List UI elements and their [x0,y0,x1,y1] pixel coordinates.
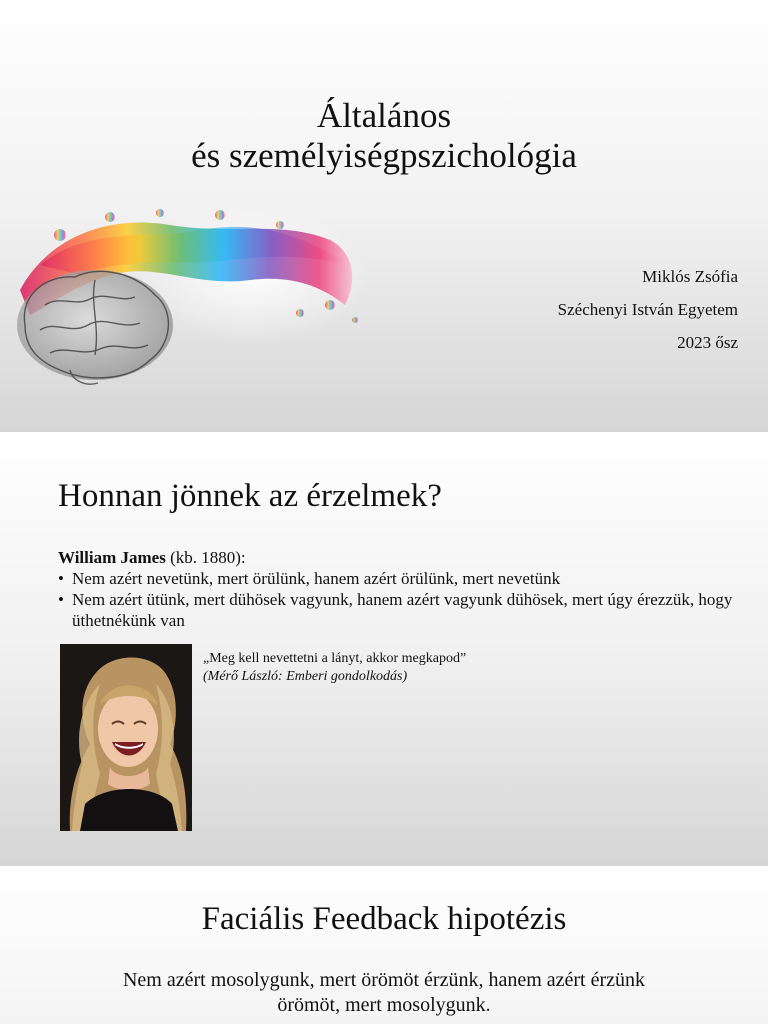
presenter-info [558,260,738,359]
text-line-2: örömöt, mert mosolygunk. [277,994,491,1016]
slide-title: Faciális Feedback hipotézis [201,901,567,937]
slide-title: Honnan jönnek az érzelmek? [58,478,442,514]
title-line-2: és személyiségpszichológia [191,136,577,175]
bullet-item: • Nem azért ütünk, mert dühösek vagyunk, hanem azért vagyunk dühösek, mert úgy érezzük, hogy üthetnékünk van [58,589,738,631]
slide-body [58,547,738,631]
quote-text: „Meg kell nevettetni a lányt, akkor megkapod” [203,651,467,666]
author-reference [58,547,738,568]
bullet-list [58,568,738,631]
text-line-1: Nem azért mosolygunk, mert örömöt érzünk, hanem azért érzünk [122,969,646,991]
author-name: Miklós Zsófia [642,267,738,286]
emotions-origin-slide [0,434,768,866]
laughing-woman-photo [60,644,192,831]
presentation-title [0,96,768,176]
author-name: William James [58,548,166,567]
institution-name: Széchenyi István Egyetem [557,300,738,319]
title-line-1: Általános [316,96,452,135]
facial-feedback-slide [0,868,768,1024]
term-label: 2023 ősz [677,333,738,352]
slide-text [0,968,768,1018]
title-slide [0,0,768,432]
quote-source: (Mérő László: Emberi gondolkodás) [203,669,408,684]
author-date: (kb. 1880): [165,548,246,567]
quote-block [203,650,466,686]
bullet-item: • Nem azért nevetünk, mert örülünk, hanem azért örülünk, mert nevetünk [58,568,738,589]
brain-splash-illustration [0,195,380,395]
